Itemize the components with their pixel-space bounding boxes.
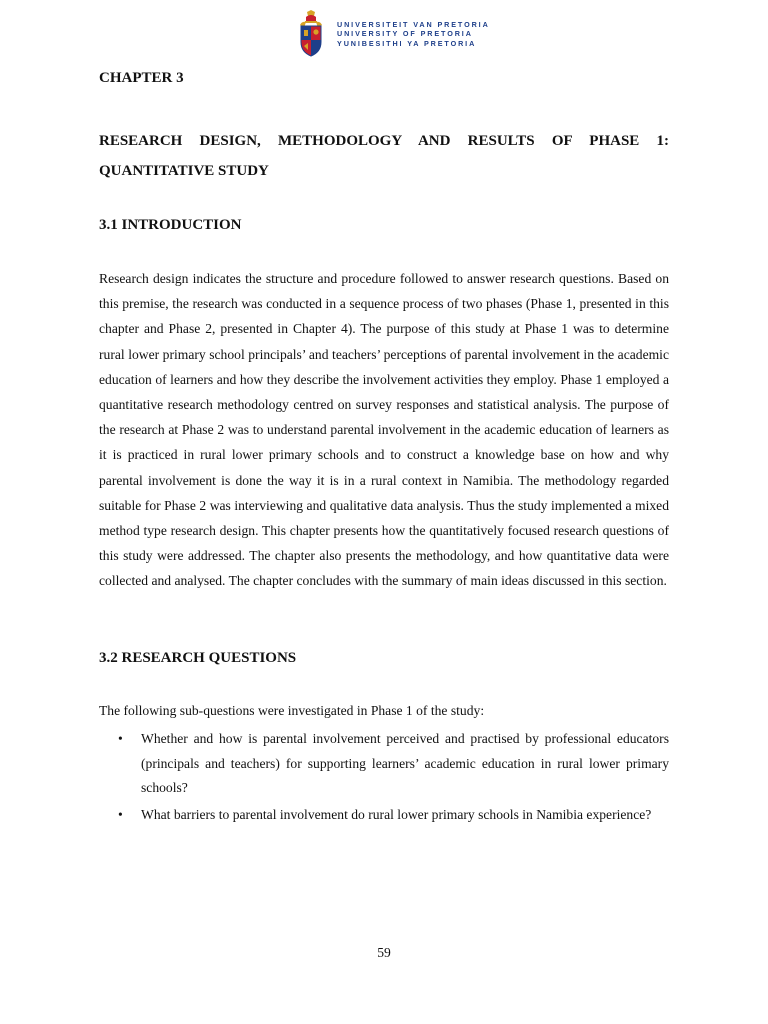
- list-item: [99, 727, 669, 801]
- logo-line-afrikaans: UNIVERSITEIT VAN PRETORIA: [337, 20, 490, 30]
- page-number: 59: [377, 945, 391, 960]
- logo-line-english: UNIVERSITY OF PRETORIA: [337, 29, 473, 39]
- list-item: [99, 803, 669, 828]
- research-questions-intro: The following sub-questions were investigated in Phase 1 of the study:: [99, 703, 485, 718]
- section-heading-introduction: 3.1 INTRODUCTION: [99, 217, 242, 233]
- bullet-icon: •: [118, 731, 123, 746]
- logo-line-sepedi: YUNIBESITHI YA PRETORIA: [337, 38, 477, 48]
- section-heading-research-questions: 3.2 RESEARCH QUESTIONS: [99, 650, 297, 666]
- university-crest-icon: [298, 10, 324, 58]
- chapter-label: CHAPTER 3: [99, 70, 184, 86]
- chapter-title: RESEARCH DESIGN, METHODOLOGY AND RESULTS OF PHASE 1: QUANTITATIVE STUDY: [99, 133, 669, 179]
- research-questions-list: [99, 727, 669, 829]
- list-item-text: What barriers to parental involvement do rural lower primary schools in Namibia experience?: [141, 806, 652, 822]
- university-logo: [298, 9, 490, 59]
- introduction-paragraph: Research design indicates the structure and procedure followed to answer research questions. Based on this premise, the research was conducted in a sequence process of two phases (Phase 1, presented in this chapter and Phase 2, presented in Chapter 4). The purpose of this study at Phase 1 was to determine rural lower primary school principals’ and teachers’ perceptions of parental involvement in the academic education of learners and how they describe the involvement activities they employ. Phase 1 employed a quantitative research methodology centred on survey responses and statistical analysis. The purpose of the research at Phase 2 was to understand parental involvement in the academic education of learners as it is practiced in rural lower primary schools and to construct a knowledge base on how and why parental involvement is done the way it is in a rural context in Namibia. The methodology regarded suitable for Phase 2 was interviewing and qualitative data analysis. Thus the study implemented a mixed method type research design. This chapter presents how the quantitatively focused research questions of this study were addressed. The chapter also presents the methodology, and how quantitative data were collected and analysed. The chapter concludes with the summary of main ideas discussed in this section.: [99, 271, 669, 589]
- list-item-text: Whether and how is parental involvement perceived and practised by professional educators (principals and teachers) for supporting learners’ academic education in rural lower primary schools?: [141, 731, 669, 795]
- bullet-icon: •: [118, 806, 123, 822]
